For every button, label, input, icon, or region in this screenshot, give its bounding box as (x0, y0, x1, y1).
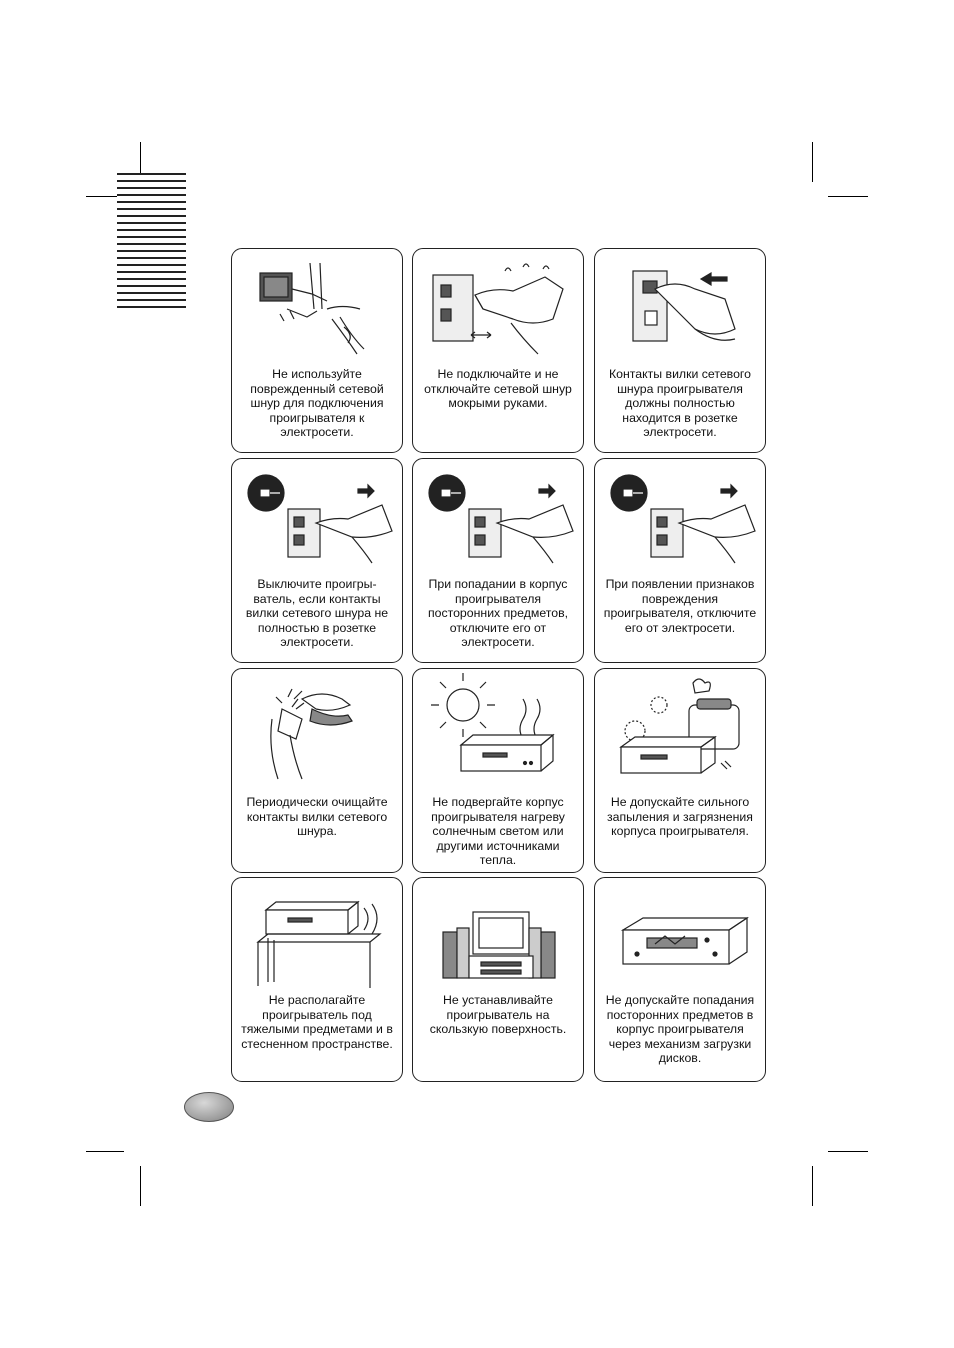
safety-card (412, 877, 584, 1082)
card-caption: Периодически очищайте контакты вилки сетевого шнура. (246, 795, 388, 839)
crop-mark (140, 1166, 141, 1206)
safety-card (231, 877, 403, 1082)
damaged-cord-icon (232, 249, 403, 369)
cramped-space-icon (232, 878, 403, 998)
safety-card (231, 248, 403, 453)
plug-fully-inserted-icon (595, 249, 766, 369)
card-caption: Не используйте поврежденный сетевой шнур для подключения проигрывателя к электросети. (250, 367, 384, 440)
card-caption: Не подключайте и не отключайте сетевой шнур мокрыми руками. (424, 367, 572, 411)
safety-card (412, 458, 584, 663)
crop-mark (812, 142, 813, 182)
card-caption: При попадании в корпус проигрывателя посторонних предметов, отключите его от электросети. (427, 577, 569, 650)
safety-card (594, 668, 766, 873)
wet-hands-plug-icon (413, 249, 584, 369)
tv-stand-icon (413, 878, 584, 998)
header-stripes (117, 173, 186, 311)
card-caption: Не подвергайте корпус проигрывателя нагреву солнечным светом или другими источниками тепла. (431, 795, 565, 868)
card-caption: Не устанавливайте проигрыватель на скользкую поверхность. (429, 993, 567, 1037)
card-caption: Не располагайте проигрыватель под тяжелыми предметами и в стесненном пространстве. (241, 993, 393, 1051)
crop-mark (828, 1151, 868, 1152)
card-caption: Контакты вилки сетевого шнура проигрывателя должны полностью находится в розетке электросети. (609, 367, 751, 440)
clean-plug-icon (232, 669, 403, 789)
card-caption: Выключите проигры- ватель, если контакты вилки сетевого шнура не полностью в розетке электросети. (245, 577, 389, 650)
safety-card (412, 668, 584, 873)
page-number-badge (184, 1092, 234, 1122)
unplug-icon (595, 459, 766, 579)
safety-card (594, 877, 766, 1082)
safety-card (231, 458, 403, 663)
sun-heat-icon (413, 669, 584, 789)
safety-card (594, 458, 766, 663)
crop-mark (86, 1151, 124, 1152)
crop-mark (828, 196, 868, 197)
dust-humidifier-icon (595, 669, 766, 789)
card-caption: Не допускайте попадания посторонних предметов в корпус проигрывателя через механизм загрузки дисков. (605, 993, 755, 1066)
unplug-icon (232, 459, 403, 579)
safety-card (412, 248, 584, 453)
safety-card (594, 248, 766, 453)
unplug-icon (413, 459, 584, 579)
card-caption: Не допускайте сильного запыления и загрязнения корпуса проигрывателя. (607, 795, 753, 839)
safety-card (231, 668, 403, 873)
card-caption: При появлении признаков повреждения проигрывателя, отключите его от электросети. (603, 577, 757, 635)
disc-tray-icon (595, 878, 766, 998)
crop-mark (812, 1166, 813, 1206)
